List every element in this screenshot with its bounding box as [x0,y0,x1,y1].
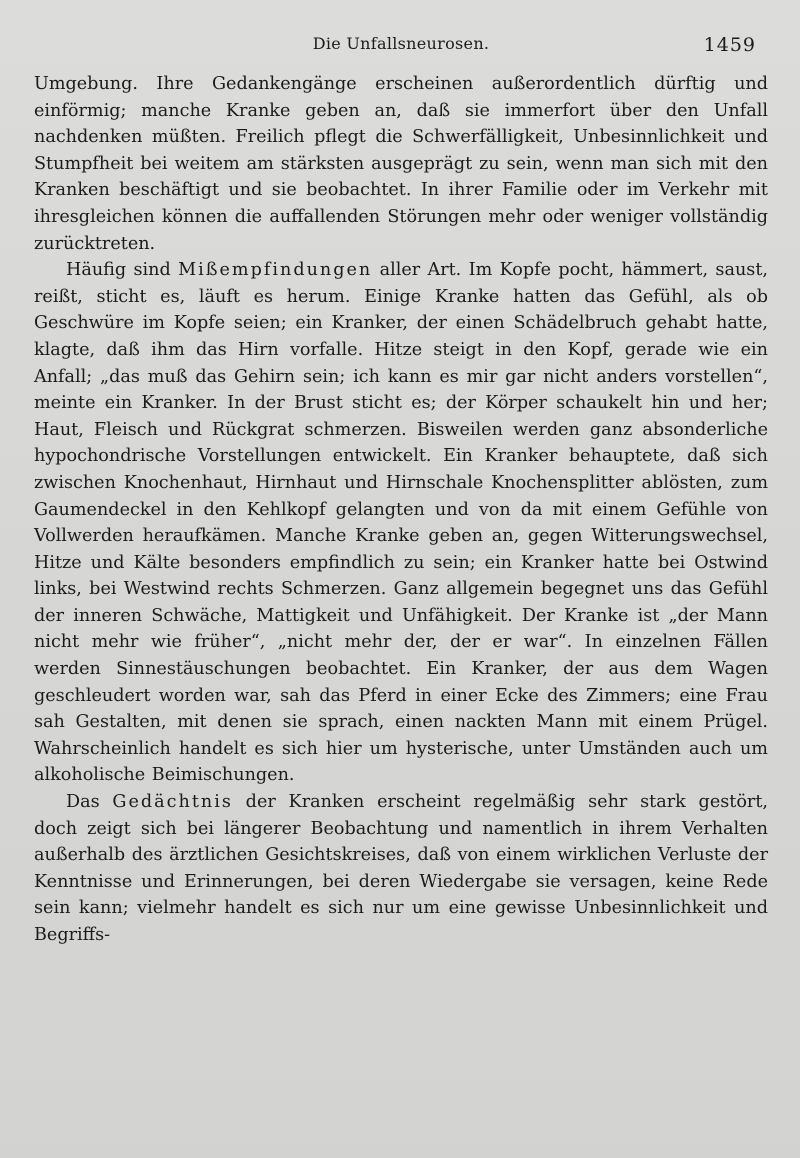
paragraph-2 [34,257,768,789]
spaced-term: Gedächtnis [112,792,233,813]
paragraph-3 [34,789,768,949]
paragraph-1 [34,71,768,257]
paragraph-text: aller Art. Im Kopfe pocht, hämmert, saust, reißt, sticht es, läuft es herum. Einige Kranke hatten das Gefühl, als ob Geschwüre im Kopfe seien; ein Kranker, der einen Schädelbruch gehabt hatte, klagte, daß ihm das Hirn vorfalle. Hitze steigt in den Kopf, gerade wie ein Anfall; „das muß das Gehirn sein; ich kann es mir gar nicht anders vorstellen“, meinte ein Kranker. In der Brust sticht es; der Körper schaukelt hin und her; Haut, Fleisch und Rückgrat schmerzen. Bisweilen werden ganz absonderliche hypochondrische Vorstellungen entwickelt. Ein Kranker behauptete, daß sich zwischen Knochenhaut, Hirnhaut und Hirnschale Knochensplitter ablösten, zum Gaumendeckel in den Kehlkopf gelangten und von da mit einem Gefühle von Vollwerden heraufkämen. Manche Kranke geben an, gegen Witterungswechsel, Hitze und Kälte besonders empfindlich zu sein; ein Kranker hatte bei Ostwind links, bei Westwind rechts Schmerzen. Ganz allgemein begegnet uns das Gefühl der inneren Schwäche, Mattigkeit und Unfähigkeit. Der Kranke ist „der Mann nicht mehr wie früher“, „nicht mehr der, der er war“. In einzelnen Fällen werden Sinnestäuschungen beobachtet. Ein Kranker, der aus dem Wagen geschleudert worden war, sah das Pferd in einer Ecke des Zimmers; eine Frau sah Gestalten, mit denen sie sprach, einen nackten Mann mit einem Prügel. Wahrscheinlich handelt es sich hier um hysterische, unter Umständen auch um alkoholische Beimischungen. [34,260,768,786]
spaced-term: Mißempfindungen [178,260,373,281]
running-title: Die Unfallsneurosen. [312,34,490,53]
paragraph-text: der Kranken erscheint regelmäßig sehr stark gestört, doch zeigt sich bei längerer Beobachtung und namentlich in ihrem Verhalten außerhalb des ärztlichen Gesichtskreises, daß von einem wirklichen Verluste der Kenntnisse und Erinnerungen, bei deren Wiedergabe sie versagen, keine Rede sein kann; vielmehr handelt es sich nur um eine gewisse Unbesinnlichkeit und Begriffs- [34,792,768,945]
page-number: 1459 [703,34,756,56]
paragraph-text: Das [66,792,113,813]
page-header [34,27,768,71]
paragraph-text: Häufig sind [66,260,179,281]
paragraph-text: Umgebung. Ihre Gedankengänge erscheinen außerordentlich dürftig und einförmig; manche Kranke geben an, daß sie immerfort über den Unfall nachdenken müßten. Freilich pflegt die Schwerfälligkeit, Unbesinnlichkeit und Stumpfheit bei weitem am stärksten ausgeprägt zu sein, wenn man sich mit den Kranken beschäftigt und sie beobachtet. In ihrer Familie oder im Verkehr mit ihresgleichen können die auffallenden Störungen mehr oder weniger vollständig zurücktreten. [34,74,768,254]
page-bottom-shade [0,1138,800,1158]
body-text [34,71,768,949]
